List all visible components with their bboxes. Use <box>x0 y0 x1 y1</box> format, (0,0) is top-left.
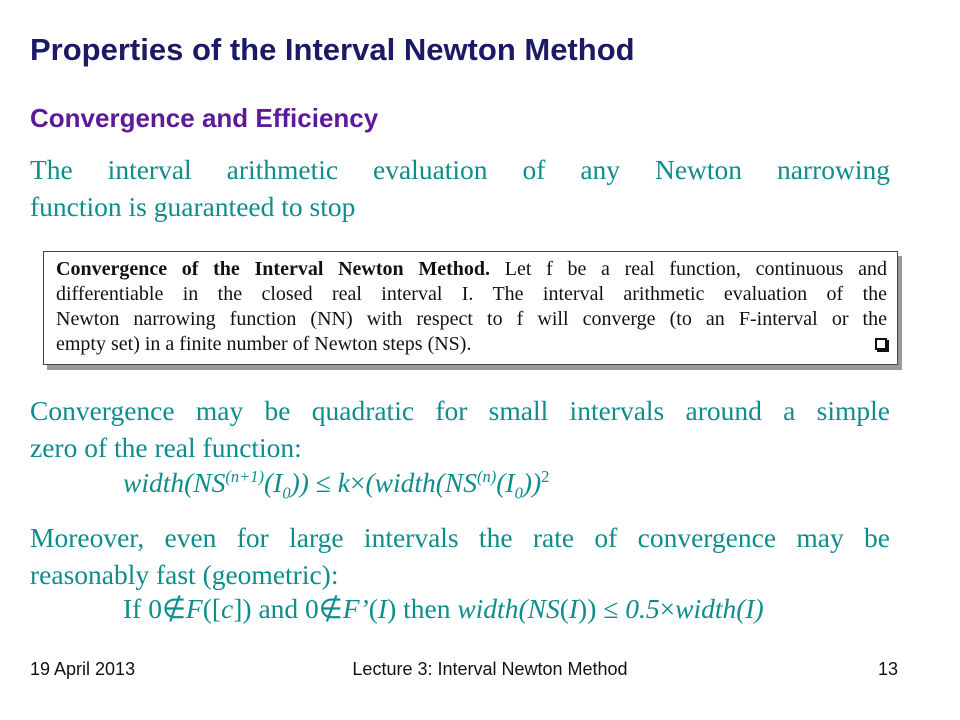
geometric-paragraph <box>30 519 890 593</box>
intro-paragraph <box>30 151 890 225</box>
geometric-line-2: reasonably fast (geometric): <box>30 559 339 590</box>
quadratic-line-2: zero of the real function: <box>30 432 302 463</box>
footer-lecture-title: Lecture 3: Interval Newton Method <box>352 659 628 679</box>
geometric-formula: If 0∉F([c]) and 0∉F’(I) then width(NS(I)) ≤ 0.5×width(I) <box>123 593 764 624</box>
qed-box-icon <box>875 338 887 350</box>
intro-line-2: function is guaranteed to stop <box>30 191 356 222</box>
theorem-line-2: differentiable in the closed real interval I. The interval arithmetic evaluation of the <box>56 283 887 305</box>
theorem-line-4-text: empty set) in a finite number of Newton steps (NS). <box>56 333 472 355</box>
quadratic-line-1: Convergence may be quadratic for small intervals around a simple <box>30 395 890 426</box>
footer-date: 19 April 2013 <box>30 659 136 679</box>
slide-title: Properties of the Interval Newton Method <box>30 32 635 67</box>
formula1-part-b: $k\times(width(NS^{(n)}(I_0))^2$ <box>337 466 550 503</box>
formula1-part-a: $width(NS^{(n+1)}(I_0))$ <box>123 466 309 503</box>
theorem-line-1-text: Let f be a real function, continuous and <box>490 258 887 280</box>
quadratic-paragraph <box>30 392 890 466</box>
geometric-line-1: Moreover, even for large intervals the rate of convergence may be <box>30 522 890 553</box>
intro-line-1: The interval arithmetic evaluation of any Newton narrowing <box>30 154 890 185</box>
footer-page-number: 13 <box>877 659 898 679</box>
quadratic-formula: $width(NS^{(n+1)}(I_0))$ ≤ $k\times(width(NS^{(n)}(I_0))^2$ <box>123 466 550 503</box>
theorem-line-1 <box>56 257 887 282</box>
theorem-line-3: Newton narrowing function (NN) with respect to f will converge (to an F-interval or the <box>56 308 887 330</box>
theorem-line-4 <box>56 332 887 357</box>
theorem-name: Convergence of the Interval Newton Method. <box>56 258 491 280</box>
slide-subtitle: Convergence and Efficiency <box>30 103 379 133</box>
theorem-box <box>43 251 898 365</box>
